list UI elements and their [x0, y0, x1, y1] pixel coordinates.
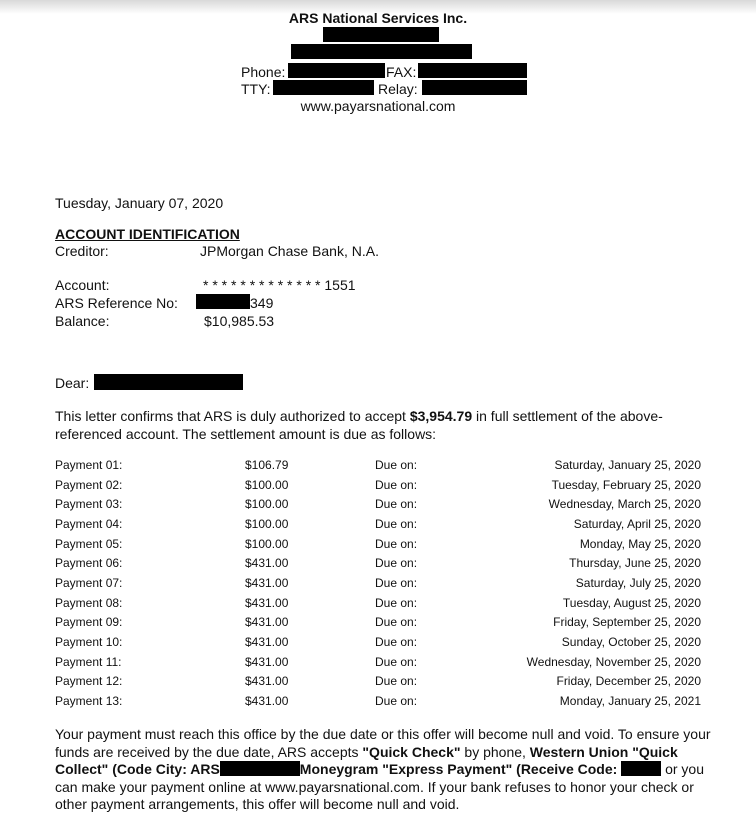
balance-label: Balance: — [55, 313, 110, 329]
payment-due-label: Due on: — [375, 457, 418, 472]
redacted-reference — [196, 294, 250, 309]
payment-label: Payment 12: — [55, 674, 123, 689]
payment-amount: $106.79 — [245, 457, 289, 472]
section-title: ACCOUNT IDENTIFICATION — [55, 226, 240, 242]
payment-amount: $100.00 — [245, 497, 289, 512]
redacted-code-city — [220, 761, 300, 776]
payment-amount: $431.00 — [245, 595, 289, 610]
payment-amount: $431.00 — [245, 556, 289, 571]
payment-row — [55, 514, 701, 534]
intro-paragraph — [55, 407, 695, 443]
payment-amount: $100.00 — [245, 536, 289, 551]
payment-label: Payment 07: — [55, 575, 123, 590]
payment-label: Payment 04: — [55, 516, 123, 531]
redacted-phone — [288, 63, 385, 78]
balance-value: $10,985.53 — [204, 313, 275, 329]
payment-amount: $100.00 — [245, 477, 289, 492]
payment-amount: $431.00 — [245, 575, 289, 590]
payment-row — [55, 455, 701, 475]
payment-due-label: Due on: — [375, 497, 418, 512]
company-name: ARS National Services Inc. — [288, 10, 468, 26]
payment-row — [55, 573, 701, 593]
payment-label: Payment 02: — [55, 477, 123, 492]
payment-due-label: Due on: — [375, 635, 418, 650]
payment-due-date: Tuesday, February 25, 2020 — [551, 477, 701, 492]
payment-row — [55, 613, 701, 633]
moneygram-text: Moneygram "Express Payment" (Receive Code: — [299, 761, 618, 777]
redacted-receive-code — [621, 761, 661, 776]
payment-due-label: Due on: — [375, 575, 418, 590]
payment-due-date: Friday, September 25, 2020 — [553, 615, 701, 630]
closing-text-3: or you can make your payment online at www.payarsnational.com. If your bank refuses to honor your check or other payment arrangements, this offer will become null and void. — [55, 761, 705, 812]
payment-amount: $431.00 — [245, 674, 289, 689]
settlement-amount: $3,954.79 — [409, 408, 473, 424]
payment-row — [55, 553, 701, 573]
payment-row — [55, 672, 701, 692]
payment-due-date: Saturday, July 25, 2020 — [575, 575, 701, 590]
payment-label: Payment 09: — [55, 615, 123, 630]
redacted-relay — [422, 80, 527, 95]
payment-due-label: Due on: — [375, 674, 418, 689]
tty-label: TTY: — [241, 81, 271, 97]
payment-row — [55, 475, 701, 495]
payment-row — [55, 691, 701, 711]
intro-text-1: This letter confirms that ARS is duly authorized to accept — [55, 408, 410, 424]
payment-label: Payment 05: — [55, 536, 123, 551]
phone-label: Phone: — [241, 64, 286, 80]
payment-label: Payment 03: — [55, 497, 123, 512]
salutation: Dear: — [55, 375, 90, 391]
letter-date: Tuesday, January 07, 2020 — [55, 195, 224, 211]
payment-due-date: Thursday, June 25, 2020 — [569, 556, 701, 571]
fax-label: FAX: — [386, 64, 417, 80]
account-label: Account: — [55, 277, 110, 293]
payment-amount: $431.00 — [245, 654, 289, 669]
payment-amount: $100.00 — [245, 516, 289, 531]
payment-due-date: Monday, January 25, 2021 — [559, 694, 701, 709]
redacted-fax — [418, 63, 527, 78]
payment-due-label: Due on: — [375, 615, 418, 630]
payment-due-date: Sunday, October 25, 2020 — [561, 635, 701, 650]
payment-due-label: Due on: — [375, 477, 418, 492]
payment-label: Payment 06: — [55, 556, 123, 571]
redacted-tty — [273, 80, 374, 95]
payment-due-date: Wednesday, November 25, 2020 — [526, 654, 701, 669]
payment-row — [55, 534, 701, 554]
payment-due-label: Due on: — [375, 654, 418, 669]
payment-due-label: Due on: — [375, 556, 418, 571]
payment-due-date: Wednesday, March 25, 2020 — [548, 497, 701, 512]
payment-due-label: Due on: — [375, 536, 418, 551]
payment-amount: $431.00 — [245, 694, 289, 709]
redacted-address-line-2 — [291, 44, 472, 59]
payment-due-label: Due on: — [375, 516, 418, 531]
payment-amount: $431.00 — [245, 615, 289, 630]
payment-due-date: Tuesday, August 25, 2020 — [562, 595, 701, 610]
payment-due-date: Saturday, January 25, 2020 — [554, 457, 701, 472]
intro-text-2: in full settlement of the above-referenced account. The settlement amount is due as follows: — [55, 408, 663, 442]
reference-label: ARS Reference No: — [55, 295, 178, 311]
payment-due-date: Monday, May 25, 2020 — [579, 536, 701, 551]
payment-label: Payment 13: — [55, 694, 123, 709]
payment-due-date: Saturday, April 25, 2020 — [573, 516, 701, 531]
payment-schedule-table — [55, 455, 701, 711]
closing-paragraph — [55, 726, 715, 814]
closing-text-1: Your payment must reach this office by the due date or this offer will become null and void. To ensure your funds are received by the due date, ARS accepts — [55, 726, 711, 760]
reference-value-suffix: 349 — [250, 295, 274, 311]
payment-due-label: Due on: — [375, 694, 418, 709]
relay-label: Relay: — [378, 81, 418, 97]
creditor-label: Creditor: — [55, 243, 109, 259]
closing-text-2: by phone, — [460, 743, 530, 760]
payment-row — [55, 494, 701, 514]
creditor-value: JPMorgan Chase Bank, N.A. — [200, 243, 379, 259]
payment-label: Payment 10: — [55, 635, 123, 650]
payment-due-date: Friday, December 25, 2020 — [556, 674, 701, 689]
payment-due-label: Due on: — [375, 595, 418, 610]
website: www.payarsnational.com — [300, 98, 456, 114]
payment-label: Payment 01: — [55, 457, 123, 472]
redacted-recipient-name — [94, 374, 243, 390]
payment-label: Payment 11: — [55, 654, 122, 669]
western-union-text: Western Union "Quick Collect" (Code City: ARS — [55, 743, 678, 777]
payment-label: Payment 08: — [55, 595, 123, 610]
redacted-address-line-1 — [323, 27, 439, 42]
quick-check-text: "Quick Check" — [362, 743, 461, 760]
payment-row — [55, 632, 701, 652]
account-value: * * * * * * * * * * * * * 1551 — [203, 277, 356, 293]
payment-amount: $431.00 — [245, 635, 289, 650]
payment-row — [55, 593, 701, 613]
payment-row — [55, 652, 701, 672]
